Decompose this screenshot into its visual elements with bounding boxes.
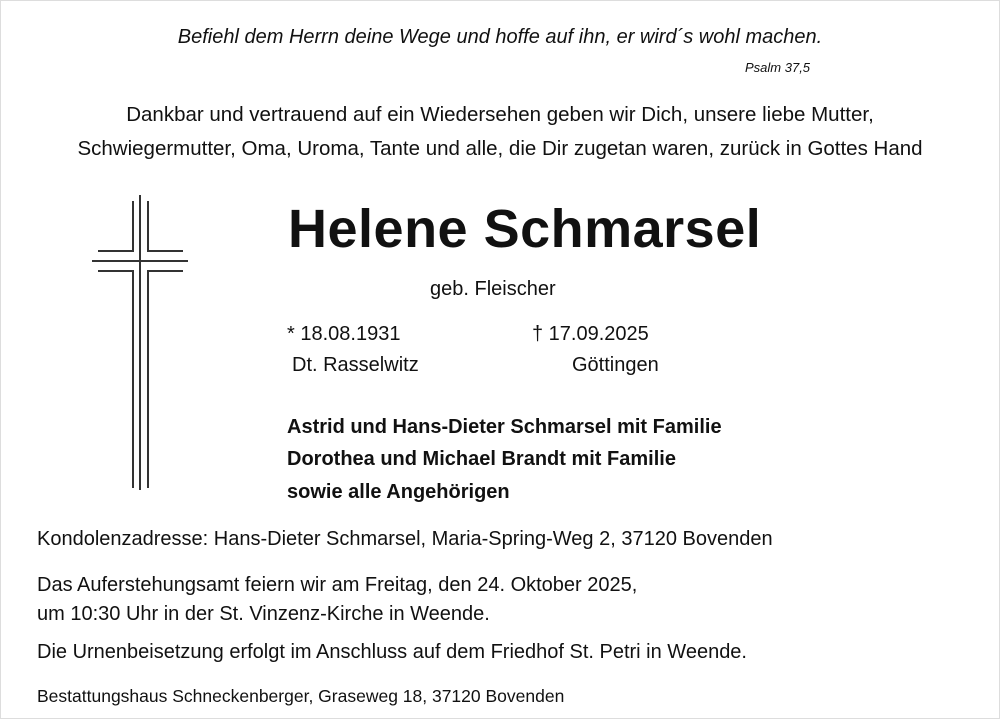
birth-place: Dt. Rasselwitz: [292, 354, 419, 376]
burial-info: Die Urnenbeisetzung erfolgt im Anschluss auf dem Friedhof St. Petri in Weende.: [37, 641, 747, 663]
service-line-1: Das Auferstehungsamt feiern wir am Freitag, den 24. Oktober 2025,: [37, 574, 638, 596]
condolence-address: Kondolenzadresse: Hans-Dieter Schmarsel, Maria-Spring-Weg 2, 37120 Bovenden: [37, 528, 773, 550]
mourner-2: Dorothea und Michael Brandt mit Familie: [287, 448, 676, 470]
birth-date: * 18.08.1931: [287, 323, 401, 345]
service-line-2: um 10:30 Uhr in der St. Vinzenz-Kirche in Weende.: [37, 603, 490, 625]
verse-reference: Psalm 37,5: [745, 60, 811, 75]
intro-line-1: Dankbar und vertrauend auf ein Wiedersehen geben wir Dich, unsere liebe Mutter,: [126, 103, 874, 126]
death-place: Göttingen: [572, 354, 659, 376]
deceased-name: Helene Schmarsel: [288, 199, 762, 259]
funeral-home: Bestattungshaus Schneckenberger, Graseweg 18, 37120 Bovenden: [37, 686, 565, 706]
intro-line-2: Schwiegermutter, Oma, Uroma, Tante und alle, die Dir zugetan waren, zurück in Gottes Hand: [77, 137, 923, 160]
mourner-1: Astrid und Hans-Dieter Schmarsel mit Familie: [287, 416, 722, 438]
maiden-name: geb. Fleischer: [430, 278, 556, 300]
mourner-3: sowie alle Angehörigen: [287, 481, 510, 503]
bible-verse: Befiehl dem Herrn deine Wege und hoffe auf ihn, er wird´s wohl machen.: [177, 26, 823, 48]
death-date: † 17.09.2025: [532, 323, 649, 345]
